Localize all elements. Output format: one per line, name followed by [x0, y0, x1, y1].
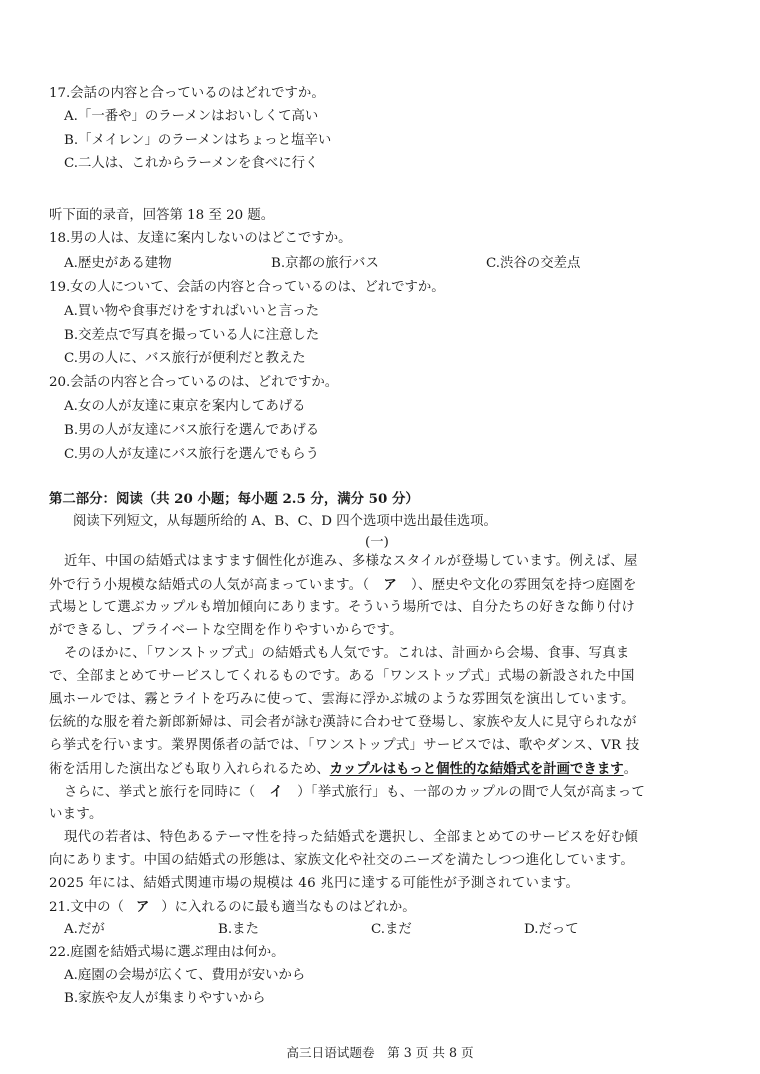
question-18-option-b: B.京都の旅行バス: [271, 256, 379, 271]
question-19-option-c: C.男の人に、バス旅行が便利だと教えた: [64, 351, 306, 366]
question-20-option-b: B.男の人が友達にバス旅行を選んであげる: [64, 423, 320, 438]
question-18-stem: 18.男の人は、友達に案内しないのはどこですか。: [49, 231, 352, 246]
question-22-option-b: B.家族や友人が集まりやすいから: [64, 991, 266, 1006]
passage-line: そのほかに、「ワンストップ式」の結婚式も人気です。これは、計画から会場、食事、写真ま: [64, 646, 630, 661]
question-21-option-d: D.だって: [524, 922, 579, 937]
passage-line: ら挙式を行います。業界関係者の話では、「ワンストップ式」サービスでは、歌やダンス、VR 技: [49, 738, 640, 753]
passage-line: 向にあります。中国の結婚式の形態は、家族文化や社交のニーズを満たしつつ進化しています。: [49, 853, 635, 868]
passage-text: 。: [623, 762, 637, 777]
passage-line: 風ホールでは、霧とライトを巧みに使って、雲海に浮かぶ城のような雰囲気を演出しています。: [49, 692, 635, 707]
blank-i-marker: イ: [269, 784, 284, 800]
question-20-stem: 20.会話の内容と合っているのは、どれですか。: [49, 375, 339, 390]
question-18-option-a: A.歴史がある建物: [64, 256, 172, 271]
passage-line: 現代の若者は、特色あるテーマ性を持った結婚式を選択し、全部まとめてのサービスを好む傾: [64, 830, 639, 845]
question-17-stem: 17.会話の内容と合っているのはどれですか。: [49, 86, 325, 101]
passage-line: で、全部まとめてサービスしてくれるものです。ある「ワンストップ式」式場の新設された中国: [49, 669, 635, 684]
question-21-blank: ア: [135, 899, 150, 915]
question-18-option-c: C.渋谷の交差点: [486, 256, 581, 271]
passage-line: 伝統的な服を着た新郎新婦は、司会者が詠む漢詩に合わせて登場し、家族や友人に見守られなが: [49, 715, 637, 730]
question-19-stem: 19.女の人について、会話の内容と合っているのは、どれですか。: [49, 280, 445, 295]
question-19-option-b: B.交差点で写真を撮っている人に注意した: [64, 328, 320, 343]
page-footer: 高三日语试题卷 第 3 页 共 8 页: [286, 1045, 474, 1060]
passage-line: います。: [49, 807, 103, 822]
question-20-option-c: C.男の人が友達にバス旅行を選んでもらう: [64, 447, 320, 462]
passage-text: さらに、挙式と旅行を同時に（: [64, 785, 256, 800]
question-21-stem-text: ）に入れるのに最も適当なものはどれか。: [161, 900, 416, 915]
question-21-option-c: C.まだ: [371, 922, 412, 937]
question-17-option-a: A.「一番や」のラーメンはおいしくて高い: [64, 109, 319, 124]
part2-heading: 第二部分：阅读（共 20 小题；每小题 2.5 分，满分 50 分）: [49, 491, 419, 507]
part2-instruction: 阅读下列短文，从每题所给的 A、B、C、D 四个选项中选出最佳选项。: [73, 514, 497, 529]
passage-line: [49, 760, 637, 779]
passage-text: 外で行う小規模な結婚式の人気が高まっています。（: [49, 578, 370, 593]
passage-line: 式場として選ぶカップルも増加傾向にあります。そういう場所では、自分たちの好きな飾り付け: [49, 600, 636, 615]
question-21-option-b: B.また: [218, 922, 259, 937]
question-21-stem-text: 21.文中の（: [49, 900, 124, 915]
question-20-option-a: A.女の人が友達に東京を案内してあげる: [64, 399, 306, 414]
passage-line: 近年、中国の結婚式はますます個性化が進み、多様なスタイルが登場しています。例えば、屋: [64, 554, 638, 569]
question-17-option-b: B.「メイレン」のラーメンはちょっと塩辛い: [64, 133, 332, 148]
passage-text: ）「挙式旅行」も、一部のカップルの間で人気が高まって: [297, 785, 646, 800]
question-21-option-a: A.だが: [64, 922, 105, 937]
passage-text: ）、歴史や文化の雰囲気を持つ庭園を: [411, 578, 637, 593]
passage-text: 術を活用した演出なども取り入れられるため、: [49, 762, 330, 777]
question-22-stem: 22.庭園を結婚式場に選ぶ理由は何か。: [49, 945, 285, 960]
passage-line: [49, 576, 637, 595]
question-17-option-c: C.二人は、これからラーメンを食べに行く: [64, 156, 319, 171]
underlined-sentence: カップルはもっと個性的な結婚式を計画できます: [329, 761, 624, 777]
passage-line: [64, 783, 645, 802]
question-21-stem: [49, 898, 416, 917]
question-19-option-a: A.買い物や食事だけをすればいいと言った: [64, 304, 319, 319]
section-number: (一): [365, 535, 389, 550]
passage-line: ができるし、プライベートな空間を作りやすいからです。: [49, 623, 403, 638]
question-22-option-a: A.庭園の会場が広くて、費用が安いから: [64, 968, 306, 983]
blank-a-marker: ア: [383, 577, 397, 593]
listening-instruction: 听下面的录音，回答第 18 至 20 题。: [49, 208, 275, 223]
passage-line: 2025 年には、結婚式関連市場の規模は 46 兆円に達する可能性が予測されています。: [49, 876, 580, 891]
